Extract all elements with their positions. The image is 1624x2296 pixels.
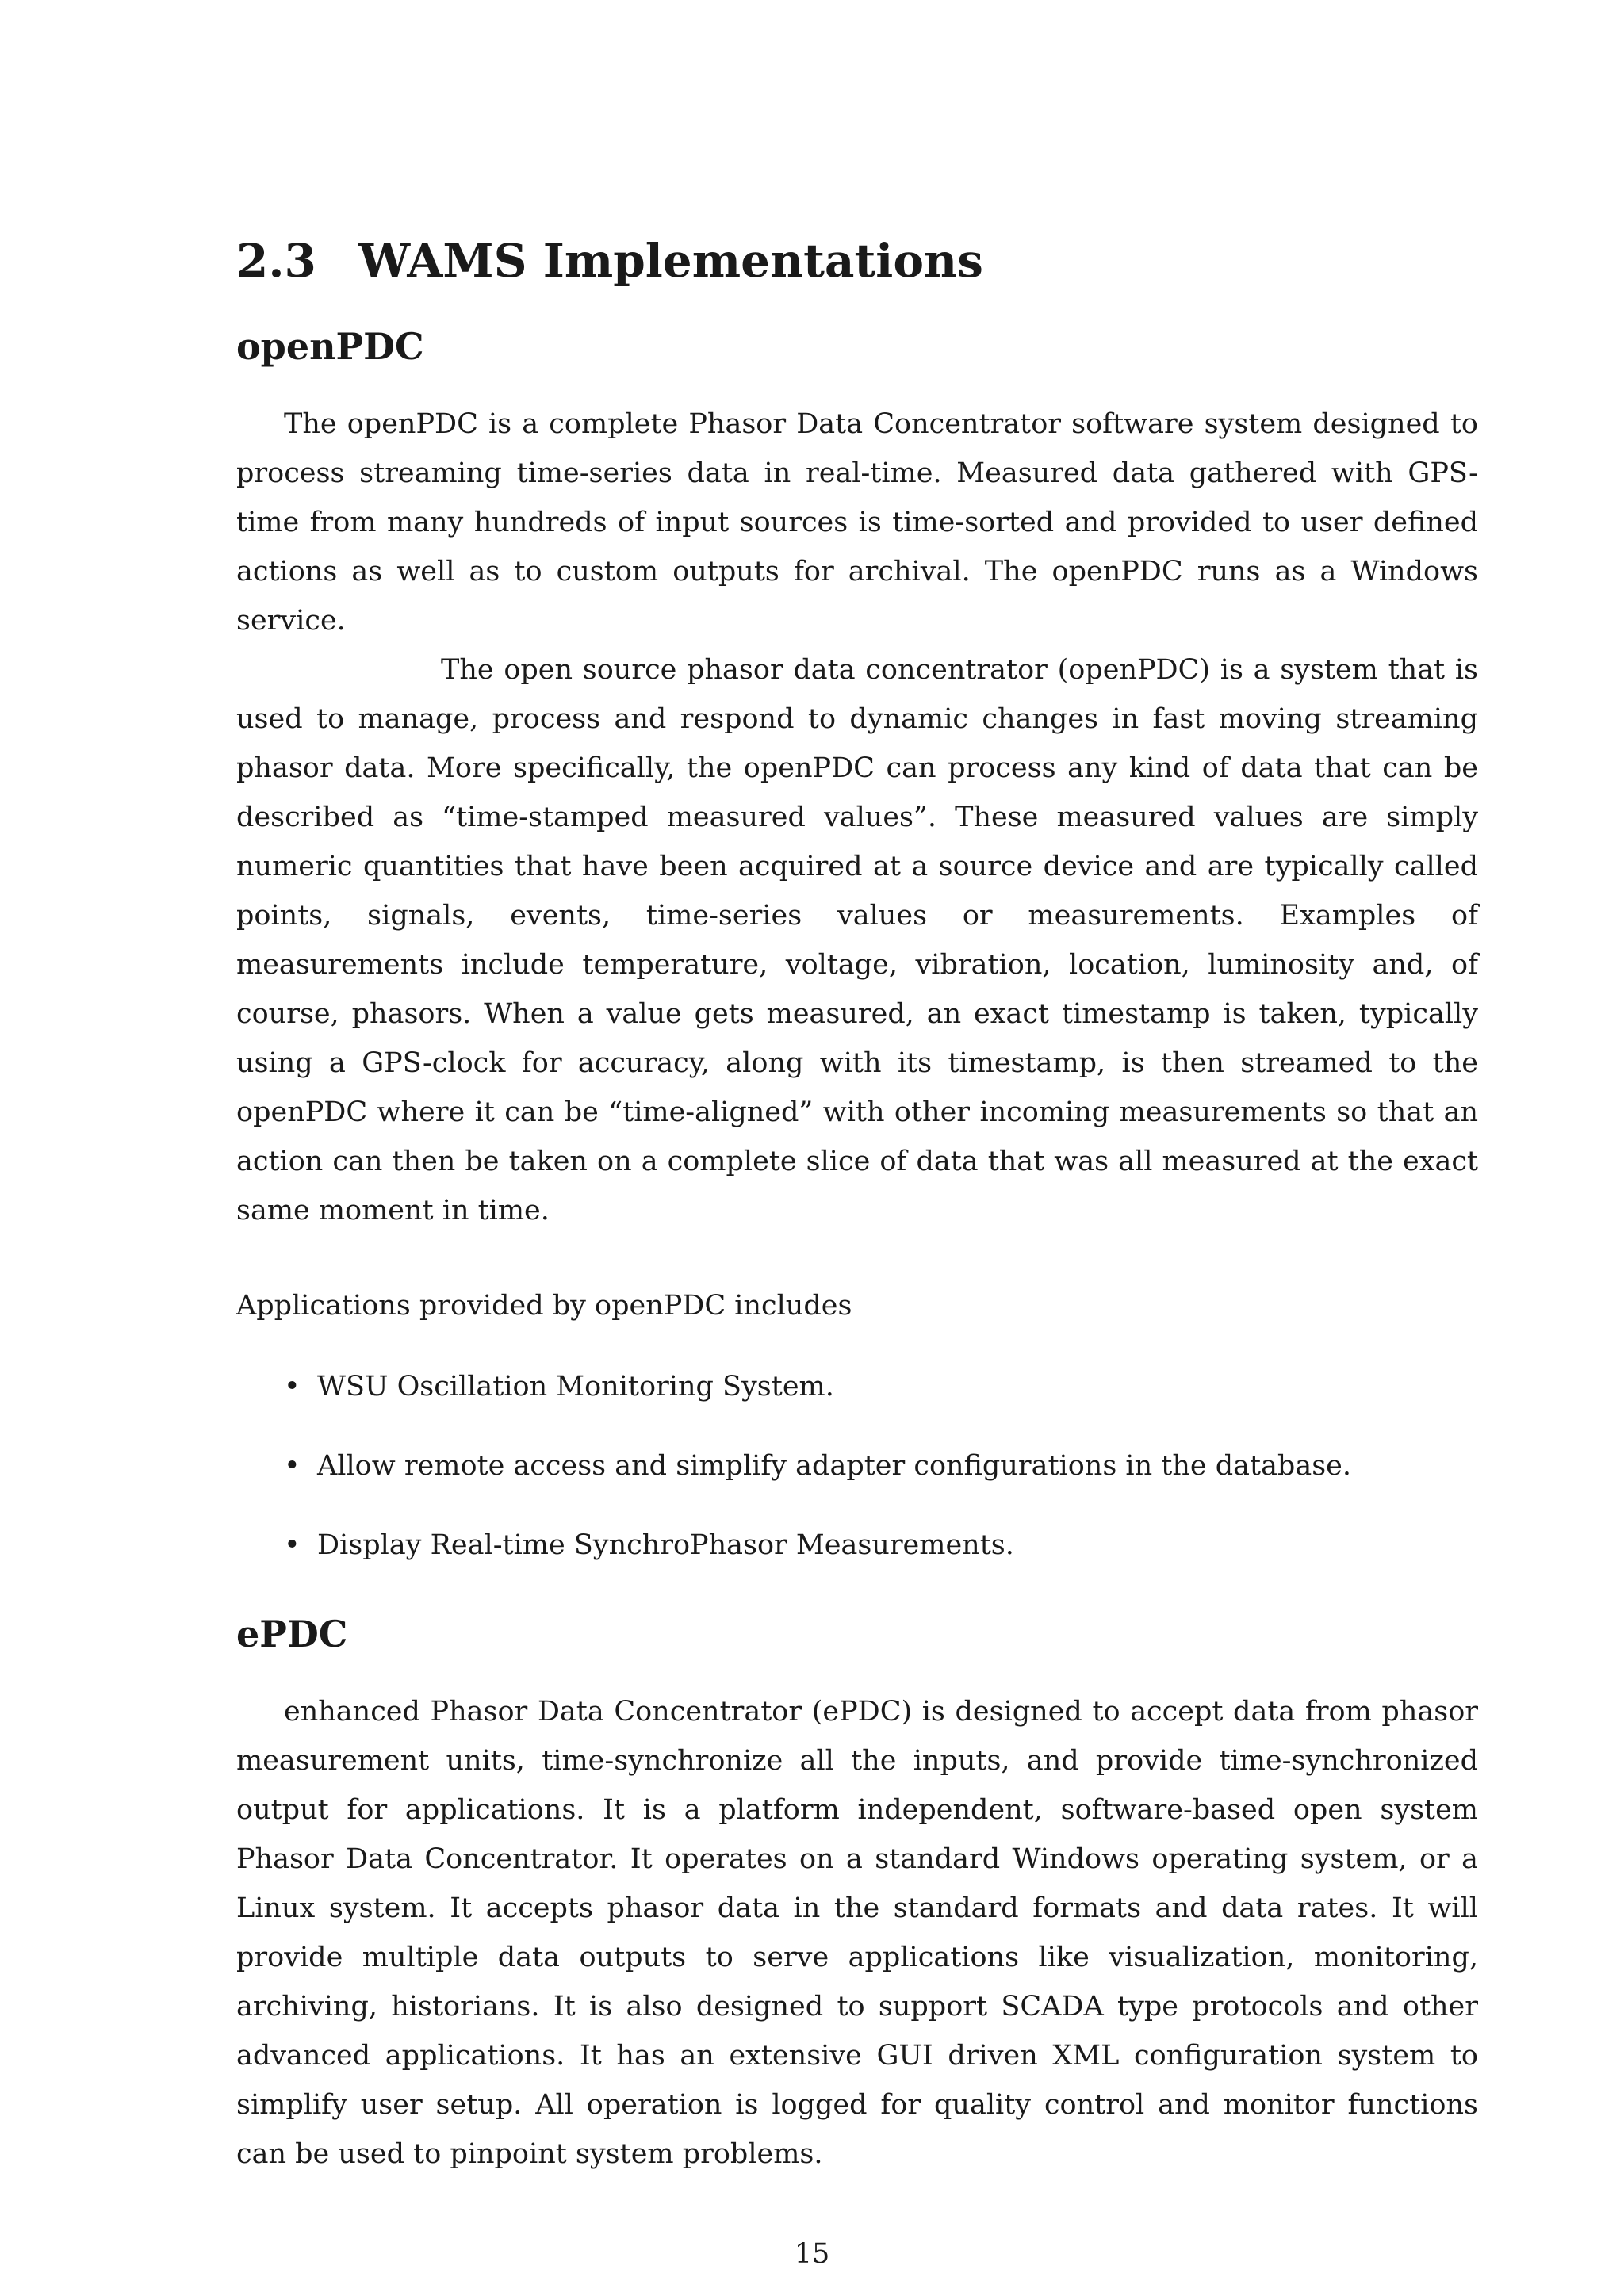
openpdc-paragraph-1: The openPDC is a complete Phasor Data Concentrator software system designed to process streaming time-series data in real-time. Measured data gathered with GPS-time from many hundreds of input sources is time-sorted and provided to user defined actions as well as to custom outputs for archival. The openPDC runs as a Windows service.: [236, 408, 1478, 637]
section-title: WAMS Implementations: [358, 234, 983, 288]
list-item-text: WSU Oscillation Monitoring System.: [317, 1371, 834, 1402]
openpdc-heading: openPDC: [236, 325, 424, 368]
bullet-icon: •: [284, 1371, 301, 1402]
openpdc-applications-intro: Applications provided by openPDC includes: [236, 1290, 852, 1322]
epdc-paragraph-1: enhanced Phasor Data Concentrator (ePDC) is designed to accept data from phasor measurement units, time-synchronize all the inputs, and provide time-synchronized output for applications. It is a platform independent, software-based open system Phasor Data Concentrator. It operates on a standard Windows operating system, or a Linux system. It accepts phasor data in the standard formats and data rates. It will provide multiple data outputs to serve applications like visualization, monitoring, archiving, historians. It is also designed to support SCADA type protocols and other advanced applications. It has an extensive GUI driven XML configuration system to simplify user setup. All operation is logged for quality control and monitor functions can be used to pinpoint system problems.: [236, 1696, 1478, 2170]
page-content: [236, 234, 1478, 2179]
section-number: 2.3: [236, 234, 316, 288]
list-item: [236, 1441, 1478, 1490]
bullet-icon: •: [284, 1450, 301, 1482]
openpdc-applications-list: [236, 1362, 1478, 1570]
page-number: 15: [794, 2238, 830, 2270]
list-item: [236, 1521, 1478, 1570]
list-item-text: Display Real-time SynchroPhasor Measurements.: [317, 1529, 1014, 1561]
openpdc-paragraph-2: The open source phasor data concentrator (openPDC) is a system that is used to manage, process and respond to dynamic changes in fast moving streaming phasor data. More specifically, the openPDC can process any kind of data that can be described as “time-stamped measured values”. These measured values are simply numeric quantities that have been acquired at a source device and are typically called points, signals, events, time-series values or measurements. Examples of measurements include temperature, voltage, vibration, location, luminosity and, of course, phasors. When a value gets measured, an exact timestamp is taken, typically using a GPS-clock for accuracy, along with its timestamp, is then streamed to the openPDC where it can be “time-aligned” with other incoming measurements so that an action can then be taken on a complete slice of data that was all measured at the exact same moment in time.: [236, 654, 1478, 1226]
epdc-heading: ePDC: [236, 1613, 348, 1655]
section-heading: [236, 234, 1478, 288]
list-item: [236, 1362, 1478, 1411]
list-item-text: Allow remote access and simplify adapter configurations in the database.: [317, 1450, 1352, 1482]
bullet-icon: •: [284, 1529, 301, 1561]
